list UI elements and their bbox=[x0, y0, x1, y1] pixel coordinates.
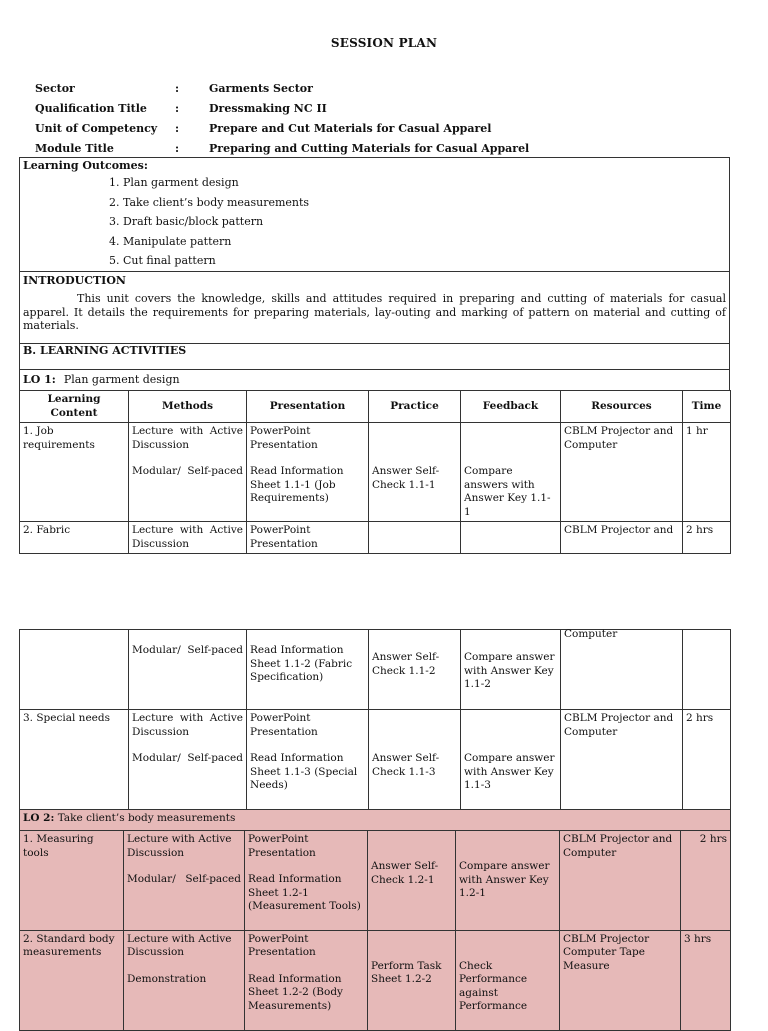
learning-activities-label: B. LEARNING ACTIVITIES bbox=[23, 344, 187, 357]
cell-practice bbox=[369, 423, 461, 522]
cell-practice bbox=[369, 630, 461, 710]
feedback-text: Compare answer with Answer Key 1.1-2 bbox=[464, 651, 555, 690]
table-row bbox=[20, 710, 731, 810]
cell-content: 3. Special needs bbox=[20, 710, 129, 810]
feedback-text: Check Performance against Performance bbox=[459, 959, 528, 1012]
meta-value: Dressmaking NC II bbox=[209, 101, 327, 115]
header-time: Time bbox=[683, 391, 731, 423]
method-text: Modular/ Self-paced bbox=[127, 873, 241, 885]
activities-table-2 bbox=[19, 629, 731, 831]
cell-presentation: PowerPoint Presentation bbox=[247, 522, 369, 554]
meta-value: Preparing and Cutting Materials for Casual Apparel bbox=[209, 141, 530, 155]
meta-row-sector bbox=[35, 78, 529, 98]
cell-methods bbox=[129, 710, 247, 810]
meta-label: Sector bbox=[35, 81, 75, 95]
meta-row-qualification bbox=[35, 98, 529, 118]
cell-feedback bbox=[461, 710, 561, 810]
lo1-heading bbox=[19, 369, 730, 390]
header-presentation: Presentation bbox=[247, 391, 369, 423]
cell-content: 1. Job requirements bbox=[20, 423, 129, 522]
cell-time: 2 hrs bbox=[681, 831, 731, 930]
cell-content bbox=[20, 630, 129, 710]
cell-content: 2. Standard body measurements bbox=[20, 930, 124, 1030]
meta-value: Garments Sector bbox=[209, 81, 313, 95]
cell-feedback bbox=[456, 831, 560, 930]
method-text: Lecture with Active Discussion bbox=[132, 712, 243, 738]
practice-text: Answer Self-Check 1.1-1 bbox=[372, 465, 440, 491]
meta-colon: : bbox=[175, 121, 180, 135]
lo2-label: LO 2: bbox=[23, 812, 55, 824]
cell-resources: CBLM Projector and bbox=[561, 522, 683, 554]
list-item: 4. Manipulate pattern bbox=[123, 235, 726, 255]
cell-methods bbox=[129, 522, 247, 554]
cell-feedback bbox=[461, 630, 561, 710]
header-feedback: Feedback bbox=[461, 391, 561, 423]
cell-feedback bbox=[461, 423, 561, 522]
list-item: 5. Cut final pattern bbox=[123, 254, 726, 274]
table-header-row bbox=[20, 391, 731, 423]
cell-methods bbox=[129, 423, 247, 522]
list-item: 1. Plan garment design bbox=[123, 176, 726, 196]
cell-time: 2 hrs bbox=[683, 522, 731, 554]
cell-methods bbox=[124, 831, 245, 930]
method-text: Demonstration bbox=[127, 972, 207, 985]
cell-feedback bbox=[461, 522, 561, 554]
meta-colon: : bbox=[175, 101, 180, 115]
activities-table-1 bbox=[19, 390, 731, 554]
feedback-text: Compare answer with Answer Key 1.2-1 bbox=[459, 860, 550, 899]
cell-practice bbox=[368, 930, 456, 1030]
cell-methods bbox=[124, 930, 245, 1030]
method-text: Lecture with Active Discussion bbox=[132, 524, 243, 550]
meta-label: Module Title bbox=[35, 141, 114, 155]
method-text: Modular/ Self-paced bbox=[132, 465, 243, 477]
cell-resources: CBLM Projector and Computer bbox=[560, 831, 681, 930]
lo2-heading bbox=[20, 810, 731, 831]
lo2-heading-row bbox=[20, 810, 731, 831]
list-item: 2. Take client’s body measurements bbox=[123, 196, 726, 216]
learning-activities-heading bbox=[19, 343, 730, 369]
header-practice: Practice bbox=[369, 391, 461, 423]
practice-text: Perform Task Sheet 1.2-2 bbox=[371, 959, 442, 985]
meta-colon: : bbox=[175, 81, 180, 95]
meta-colon: : bbox=[175, 141, 180, 155]
cell-presentation bbox=[247, 423, 369, 522]
method-text: Lecture with Active Discussion bbox=[132, 425, 243, 451]
learning-outcomes bbox=[19, 157, 730, 271]
meta-value: Prepare and Cut Materials for Casual Apparel bbox=[209, 121, 492, 135]
table-row bbox=[20, 831, 731, 930]
header-resources: Resources bbox=[561, 391, 683, 423]
cell-presentation bbox=[245, 930, 368, 1030]
cell-resources: CBLM Projector Computer Tape Measure bbox=[560, 930, 681, 1030]
presentation-text: Read Information Sheet 1.1-3 (Special Needs) bbox=[250, 752, 358, 791]
cell-resources: CBLM Projector and Computer bbox=[561, 423, 683, 522]
method-text: Lecture with Active Discussion bbox=[127, 833, 232, 859]
presentation-text: Read Information Sheet 1.1-2 (Fabric Specification) bbox=[250, 644, 353, 683]
meta-label: Unit of Competency bbox=[35, 121, 158, 135]
cell-presentation bbox=[247, 710, 369, 810]
lo2-text: Take client’s body measurements bbox=[57, 812, 236, 824]
presentation-text: Read Information Sheet 1.2-1 (Measurement Tools) bbox=[248, 873, 361, 912]
feedback-text: Compare answer with Answer Key 1.1-3 bbox=[464, 752, 555, 791]
introduction bbox=[19, 271, 730, 343]
table-row bbox=[20, 423, 731, 522]
cell-resources: CBLM Projector and Computer bbox=[561, 710, 683, 810]
presentation-text: PowerPoint Presentation bbox=[250, 425, 318, 451]
presentation-text: PowerPoint Presentation bbox=[248, 833, 316, 859]
feedback-text: Compare answers with Answer Key 1.1-1 bbox=[464, 465, 551, 518]
method-text: Modular/ Self-paced bbox=[132, 644, 243, 656]
session-plan-page-1 bbox=[19, 157, 730, 554]
cell-practice bbox=[369, 522, 461, 554]
learning-outcomes-list bbox=[23, 176, 726, 274]
introduction-text: This unit covers the knowledge, skills and attitudes required in preparing and cutting of materials for casual apparel. It details the requirements for preparing materials, lay-outing and marking of pattern on material and cutting of materials. bbox=[23, 292, 726, 332]
table-row bbox=[20, 522, 731, 554]
activities-table-3 bbox=[19, 831, 731, 1031]
cell-time bbox=[683, 630, 731, 710]
presentation-text: PowerPoint Presentation bbox=[250, 712, 318, 738]
cell-resources bbox=[561, 630, 683, 710]
introduction-heading: INTRODUCTION bbox=[23, 274, 126, 287]
cell-methods bbox=[129, 630, 247, 710]
session-plan-page-2 bbox=[19, 629, 730, 1031]
practice-text: Answer Self-Check 1.1-3 bbox=[372, 752, 440, 778]
presentation-text: Read Information Sheet 1.2-2 (Body Measurements) bbox=[248, 972, 343, 1012]
cell-practice bbox=[368, 831, 456, 930]
page-title: SESSION PLAN bbox=[330, 36, 438, 50]
presentation-text: PowerPoint Presentation bbox=[248, 932, 316, 958]
resources-text: Computer bbox=[564, 628, 618, 640]
lo1-label: LO 1: bbox=[23, 373, 56, 386]
header-methods: Methods bbox=[129, 391, 247, 423]
cell-presentation bbox=[245, 831, 368, 930]
list-item: 3. Draft basic/block pattern bbox=[123, 215, 726, 235]
method-text: Modular/ Self-paced bbox=[132, 752, 243, 764]
cell-time: 3 hrs bbox=[681, 930, 731, 1030]
table-row bbox=[20, 630, 731, 710]
cell-presentation bbox=[247, 630, 369, 710]
practice-text: Answer Self-Check 1.1-2 bbox=[372, 651, 440, 677]
lo1-text: Plan garment design bbox=[63, 373, 180, 386]
practice-text: Answer Self-Check 1.2-1 bbox=[371, 860, 439, 886]
header-learning-content: Learning Content bbox=[20, 391, 129, 423]
meta-row-unit bbox=[35, 118, 529, 138]
learning-outcomes-heading: Learning Outcomes: bbox=[23, 159, 148, 172]
cell-content: 2. Fabric bbox=[20, 522, 129, 554]
cell-practice bbox=[369, 710, 461, 810]
presentation-text: Read Information Sheet 1.1-1 (Job Requirements) bbox=[250, 465, 344, 504]
cell-time: 1 hr bbox=[683, 423, 731, 522]
method-text: Lecture with Active Discussion bbox=[127, 932, 232, 958]
table-row bbox=[20, 930, 731, 1030]
meta-row-module bbox=[35, 138, 529, 158]
cell-feedback bbox=[456, 930, 560, 1030]
cell-time: 2 hrs bbox=[683, 710, 731, 810]
meta-label: Qualification Title bbox=[35, 101, 147, 115]
meta-block bbox=[35, 78, 529, 158]
cell-content: 1. Measuring tools bbox=[20, 831, 124, 930]
